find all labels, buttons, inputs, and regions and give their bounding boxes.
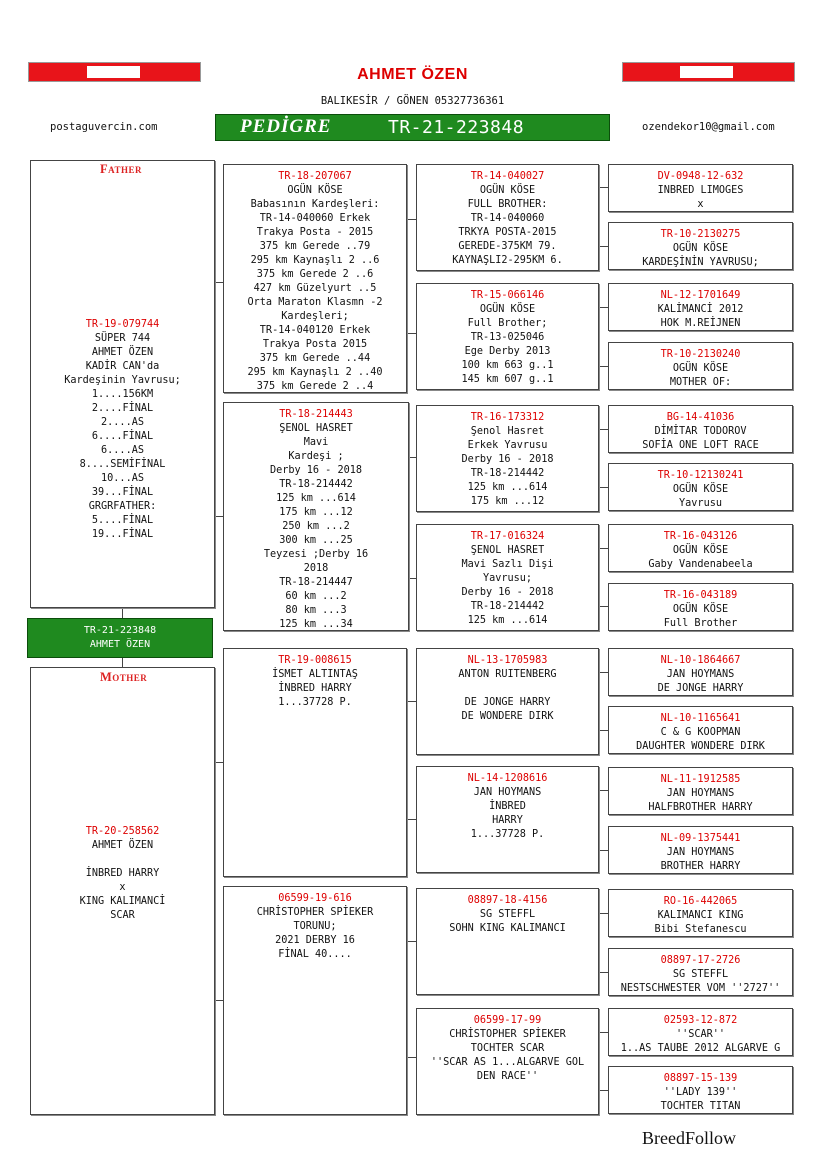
detail-line: Mavi (303, 437, 329, 448)
detail-line: Babasının Kardeşleri: (250, 199, 380, 210)
ggg-ring: TR-10-2130240 (660, 349, 741, 360)
ggg-details (609, 184, 792, 212)
detail-line: FİNAL 40.... (278, 949, 352, 960)
detail-line: Kardeşleri; (281, 311, 349, 322)
detail-line: Bibi Stefanescu (654, 924, 747, 935)
detail-line: ''SCAR'' (675, 1029, 726, 1040)
detail-line: TR-14-040060 Erkek (259, 213, 371, 224)
detail-line: SÜPER 744 (94, 333, 151, 344)
detail-line: TR-18-214447 (279, 577, 353, 588)
father-label: Father (100, 162, 142, 176)
detail-line: 60 km ...2 (285, 591, 347, 602)
ggg-box[interactable] (608, 524, 793, 572)
connector (599, 307, 608, 308)
connector (214, 1000, 223, 1001)
great-grandparent-ring: TR-14-040027 (470, 171, 545, 182)
pedigree-banner (215, 114, 610, 141)
great-grandparent-box[interactable] (416, 888, 599, 995)
ggg-details (609, 668, 792, 696)
detail-line: İSMET ALTINTAŞ (272, 669, 358, 680)
detail-line (417, 682, 598, 696)
detail-line: KAYNAŞLI2-295KM 6. (452, 255, 563, 266)
connector (214, 516, 223, 517)
ggg-ring: TR-16-043189 (663, 590, 738, 601)
detail-line: OGÜN KÖSE (287, 185, 343, 196)
ggg-box[interactable] (608, 706, 793, 754)
great-grandparent-ring: NL-13-1705983 (467, 655, 548, 666)
ggg-ring: 02593-12-872 (663, 1015, 738, 1026)
grandparent-box[interactable] (223, 886, 407, 1115)
ggg-box[interactable] (608, 463, 793, 511)
detail-line: 125 km ...614 (467, 482, 548, 493)
subject-name: AHMET ÖZEN (89, 639, 151, 650)
detail-line: SCAR (110, 910, 135, 921)
detail-line: KALİMANCİ 2012 (657, 304, 744, 315)
detail-line: 1...37728 P. (278, 697, 352, 708)
great-grandparent-ring: 08897-18-4156 (467, 895, 548, 906)
owner-name: AHMET ÖZEN (357, 66, 468, 83)
detail-line: 10...AS (101, 473, 144, 484)
detail-line: Full Brother; (467, 318, 548, 329)
great-grandparent-box[interactable] (416, 1008, 599, 1115)
detail-line: 295 km Kaynaşlı 2 ..40 (247, 367, 383, 378)
ggg-box[interactable] (608, 1008, 793, 1056)
website[interactable]: postaguvercin.com (50, 121, 158, 133)
detail-line: DİMİTAR TODOROV (654, 426, 747, 437)
detail-line: JAN HOYMANS (473, 787, 542, 798)
detail-line: HARRY (492, 815, 523, 826)
connector (599, 429, 608, 430)
connector (599, 487, 608, 488)
detail-line: Trakya Posta 2015 (262, 339, 368, 350)
detail-line: 175 km ...12 (279, 507, 353, 518)
detail-line: GEREDE-375KM 79. (458, 241, 557, 252)
detail-line: SG STEFFL (672, 969, 729, 980)
great-grandparent-box[interactable] (416, 283, 599, 390)
detail-line: TOCHTER TITAN (660, 1101, 741, 1112)
ggg-details (609, 909, 792, 937)
connector (599, 1032, 608, 1033)
detail-line: Erkek Yavrusu (467, 440, 548, 451)
detail-line: 250 km ...2 (282, 521, 350, 532)
connector (599, 366, 608, 367)
grandparent-ring: 06599-19-616 (278, 893, 352, 904)
ggg-ring: NL-12-1701649 (660, 290, 741, 301)
ggg-details (609, 425, 792, 453)
ggg-details (609, 787, 792, 815)
connector (599, 790, 608, 791)
ggg-ring: 08897-15-139 (663, 1073, 738, 1084)
detail-line: 145 km 607 g..1 (461, 374, 554, 385)
ggg-ring: NL-11-1912585 (660, 774, 741, 785)
detail-line: AHMET ÖZEN (91, 347, 154, 358)
detail-line (31, 853, 214, 867)
detail-line: OGÜN KÖSE (479, 304, 536, 315)
connector (599, 913, 608, 914)
detail-line: DEN RACE'' (476, 1071, 539, 1082)
mother-label: Mother (100, 670, 148, 684)
detail-line: SG STEFFL (479, 909, 536, 920)
detail-line: HALFBROTHER HARRY (648, 802, 753, 813)
detail-line: x (697, 199, 704, 210)
detail-line: 375 km Gerede ..44 (259, 353, 371, 364)
detail-line: ŞENOL HASRET (470, 545, 545, 556)
ggg-box[interactable] (608, 1066, 793, 1114)
ggg-details (609, 846, 792, 874)
detail-line: 125 km ...34 (279, 619, 353, 630)
ggg-box[interactable] (608, 767, 793, 815)
detail-line: AHMET ÖZEN (91, 840, 154, 851)
great-grandparent-details (417, 184, 598, 268)
ggg-details (609, 544, 792, 572)
grandparent-ring: TR-18-207067 (278, 171, 352, 182)
detail-line: TR-18-214442 (470, 468, 545, 479)
ggg-box[interactable] (608, 164, 793, 212)
detail-line: 295 km Kaynaşlı 2 ..6 (250, 255, 380, 266)
ggg-ring: RO-16-442065 (663, 896, 738, 907)
detail-line: JAN HOYMANS (666, 669, 735, 680)
ggg-ring: NL-10-1165641 (660, 713, 741, 724)
connector (599, 972, 608, 973)
detail-line: Trakya Posta - 2015 (256, 227, 374, 238)
connector (599, 1090, 608, 1091)
detail-line: DAUGHTER WONDERE DIRK (636, 741, 765, 752)
grandparent-box[interactable] (223, 648, 407, 877)
great-grandparent-ring: TR-17-016324 (470, 531, 545, 542)
great-grandparent-box[interactable] (416, 648, 599, 755)
banner-ring: TR-21-223848 (388, 117, 525, 138)
connector (407, 1057, 416, 1058)
father-box[interactable] (30, 160, 215, 608)
detail-line: Şenol Hasret (470, 426, 545, 437)
connector (407, 333, 416, 334)
detail-line: TR-18-214442 (470, 601, 545, 612)
detail-line: TOCHTER SCAR (470, 1043, 545, 1054)
detail-line: TR-18-214442 (279, 479, 353, 490)
detail-line: ''LADY 139'' (663, 1087, 738, 1098)
ggg-box[interactable] (608, 405, 793, 453)
ggg-ring: NL-10-1864667 (660, 655, 741, 666)
great-grandparent-box[interactable] (416, 405, 599, 512)
detail-line: TR-14-040120 Erkek (259, 325, 371, 336)
detail-line: 125 km ...614 (467, 615, 548, 626)
detail-line: HOK M.REİJNEN (660, 318, 741, 329)
detail-line: 2021 DERBY 16 (275, 935, 355, 946)
grandparent-box[interactable] (223, 164, 407, 393)
detail-line: DE JONGE HARRY (464, 697, 551, 708)
detail-line: Derby 16 - 2018 (461, 454, 554, 465)
connector (599, 730, 608, 731)
detail-line: CHRİSTOPHER SPİEKER (256, 907, 374, 918)
detail-line: JAN HOYMANS (666, 847, 735, 858)
father-ring: TR-19-079744 (85, 319, 160, 330)
detail-line: FULL BROTHER: (467, 199, 548, 210)
detail-line: JAN HOYMANS (666, 788, 735, 799)
detail-line: CHRİSTOPHER SPİEKER (449, 1029, 566, 1040)
great-grandparent-ring: TR-16-173312 (470, 412, 545, 423)
ggg-details (609, 362, 792, 390)
detail-line: 300 km ...25 (279, 535, 353, 546)
ggg-box[interactable] (608, 948, 793, 996)
detail-line: Teyzesi ;Derby 16 (263, 549, 369, 560)
great-grandparent-ring: TR-15-066146 (470, 290, 545, 301)
detail-line: 80 km ...3 (285, 605, 347, 616)
great-grandparent-details (417, 1028, 598, 1084)
detail-line: TORUNU; (293, 921, 337, 932)
detail-line: 1...37728 P. (470, 829, 545, 840)
detail-line: GRGRFATHER: (88, 501, 157, 512)
detail-line: 1....156KM (91, 389, 154, 400)
mother-details (31, 839, 214, 923)
great-grandparent-ring: NL-14-1208616 (467, 773, 548, 784)
ggg-box[interactable] (608, 583, 793, 631)
detail-line: Kardeşinin Yavrusu; (64, 375, 181, 386)
great-grandparent-details (417, 425, 598, 509)
detail-line: TR-13-025046 (470, 332, 545, 343)
connector (214, 762, 223, 763)
detail-line: 6....AS (101, 445, 144, 456)
detail-line: Orta Maraton Klasmn -2 (247, 297, 383, 308)
great-grandparent-details (417, 786, 598, 842)
detail-line: 375 km Gerede 2 ..6 (256, 269, 374, 280)
ggg-ring: NL-09-1375441 (660, 833, 741, 844)
detail-line: 427 km Güzelyurt ..5 (253, 283, 377, 294)
detail-line: İNBRED HARRY (85, 868, 160, 879)
detail-line: OGÜN KÖSE (479, 185, 536, 196)
ggg-details (609, 242, 792, 270)
ggg-box[interactable] (608, 826, 793, 874)
grandparent-box[interactable] (223, 402, 409, 631)
detail-line: 6....FİNAL (91, 431, 154, 442)
detail-line: OGÜN KÖSE (672, 243, 729, 254)
detail-line: x (119, 882, 126, 893)
subject-box[interactable] (27, 618, 213, 658)
ggg-box[interactable] (608, 648, 793, 696)
detail-line: 125 km ...614 (276, 493, 356, 504)
ggg-ring: BG-14-41036 (666, 412, 735, 423)
ggg-details (609, 968, 792, 996)
detail-line: MOTHER OF: (669, 377, 732, 388)
detail-line: Mavi Sazlı Dişi (461, 559, 554, 570)
detail-line: Derby 16 - 2018 (461, 587, 554, 598)
great-grandparent-details (417, 668, 598, 724)
ggg-ring: TR-16-043126 (663, 531, 738, 542)
subject-ring: TR-21-223848 (83, 625, 157, 636)
detail-line: 5....FİNAL (91, 515, 154, 526)
detail-line: 2....FİNAL (91, 403, 154, 414)
ggg-details (609, 1028, 792, 1056)
mother-box[interactable] (30, 667, 215, 1115)
detail-line: KALIMANCI KING (657, 910, 744, 921)
ggg-details (609, 303, 792, 331)
connector (599, 672, 608, 673)
detail-line: KARDEŞİNİN YAVRUSU; (642, 257, 759, 268)
connector (407, 219, 416, 220)
detail-line: İNBRED HARRY (278, 683, 352, 694)
connector (599, 548, 608, 549)
detail-line: 1..AS TAUBE 2012 ALGARVE G (620, 1043, 781, 1054)
ggg-ring: TR-10-12130241 (657, 470, 744, 481)
detail-line: OGÜN KÖSE (672, 484, 729, 495)
mother-ring: TR-20-258562 (85, 826, 160, 837)
grandparent-details (224, 906, 406, 962)
connector (214, 282, 223, 283)
owner-address: BALIKESİR / GÖNEN 05327736361 (320, 95, 505, 107)
connector (407, 819, 416, 820)
detail-line: TR-14-040060 (470, 213, 545, 224)
ggg-box[interactable] (608, 283, 793, 331)
ggg-ring: 08897-17-2726 (660, 955, 741, 966)
grandparent-details (224, 422, 408, 631)
connector (407, 941, 416, 942)
brand-logo: BreedFollow (642, 1128, 736, 1148)
great-grandparent-box[interactable] (416, 164, 599, 271)
email[interactable]: ozendekor10@gmail.com (642, 121, 775, 133)
great-grandparent-details (417, 544, 598, 628)
great-grandparent-box[interactable] (416, 766, 599, 873)
detail-line: SOFİA ONE LOFT RACE (642, 440, 759, 451)
grandparent-ring: TR-18-214443 (279, 409, 353, 420)
detail-line: OGÜN KÖSE (672, 604, 729, 615)
ggg-details (609, 603, 792, 631)
detail-line: 19...FİNAL (91, 529, 154, 540)
ggg-box[interactable] (608, 222, 793, 270)
pedigree-label: PEDİGRE (240, 116, 332, 137)
ggg-box[interactable] (608, 342, 793, 390)
grandparent-details (224, 184, 406, 393)
detail-line: TRKYA POSTA-2015 (458, 227, 557, 238)
detail-line: OGÜN KÖSE (672, 545, 729, 556)
detail-line: 175 km ...12 (470, 496, 545, 507)
ggg-ring: TR-10-2130275 (660, 229, 741, 240)
detail-line: OGÜN KÖSE (672, 363, 729, 374)
detail-line: ANTON RUITENBERG (458, 669, 557, 680)
detail-line: C & G KOOPMAN (660, 727, 741, 738)
connector (599, 850, 608, 851)
great-grandparent-ring: 06599-17-99 (473, 1015, 542, 1026)
detail-line: Yavrusu; (482, 573, 533, 584)
detail-line: NESTSCHWESTER VOM ''2727'' (620, 983, 781, 994)
great-grandparent-details (417, 908, 598, 936)
ggg-ring: DV-0948-12-632 (657, 171, 744, 182)
detail-line: 2018 (303, 563, 329, 574)
detail-line: DE WONDERE DIRK (461, 711, 554, 722)
great-grandparent-box[interactable] (416, 524, 599, 631)
detail-line: INBRED LIMOGES (657, 185, 744, 196)
detail-line: Kardeşi ; (288, 451, 344, 462)
detail-line: 375 km Gerede ..79 (259, 241, 371, 252)
detail-line: SOHN KING KALIMANCI (449, 923, 566, 934)
detail-line: Full Brother (663, 618, 738, 629)
connector (599, 187, 608, 188)
ggg-details (609, 483, 792, 511)
ggg-box[interactable] (608, 889, 793, 937)
detail-line: KING KALIMANCİ (79, 896, 166, 907)
ggg-details (609, 726, 792, 754)
grandparent-ring: TR-19-008615 (278, 655, 352, 666)
detail-line: ''SCAR AS 1...ALGARVE GOL (430, 1057, 585, 1068)
connector (407, 701, 416, 702)
detail-line: 100 km 663 g..1 (461, 360, 554, 371)
detail-line: Ege Derby 2013 (464, 346, 551, 357)
detail-line: 8....SEMİFİNAL (79, 459, 166, 470)
great-grandparent-details (417, 303, 598, 387)
ggg-details (609, 1086, 792, 1114)
detail-line: 375 km Gerede 2 ..4 (256, 381, 374, 392)
detail-line: BROTHER HARRY (660, 861, 741, 872)
detail-line: 2....AS (101, 417, 144, 428)
detail-line: ŞENOL HASRET (279, 423, 353, 434)
detail-line: 39...FİNAL (91, 487, 154, 498)
detail-line: DE JONGE HARRY (657, 683, 744, 694)
grandparent-details (224, 668, 406, 710)
father-details (31, 332, 214, 542)
detail-line: KADİR CAN'da (85, 361, 160, 372)
detail-line: Gaby Vandenabeela (648, 559, 753, 570)
detail-line: Derby 16 - 2018 (269, 465, 362, 476)
connector (599, 246, 608, 247)
detail-line: İNBRED (489, 801, 526, 812)
connector (599, 606, 608, 607)
detail-line: Yavrusu (679, 498, 722, 509)
connector (122, 607, 123, 618)
